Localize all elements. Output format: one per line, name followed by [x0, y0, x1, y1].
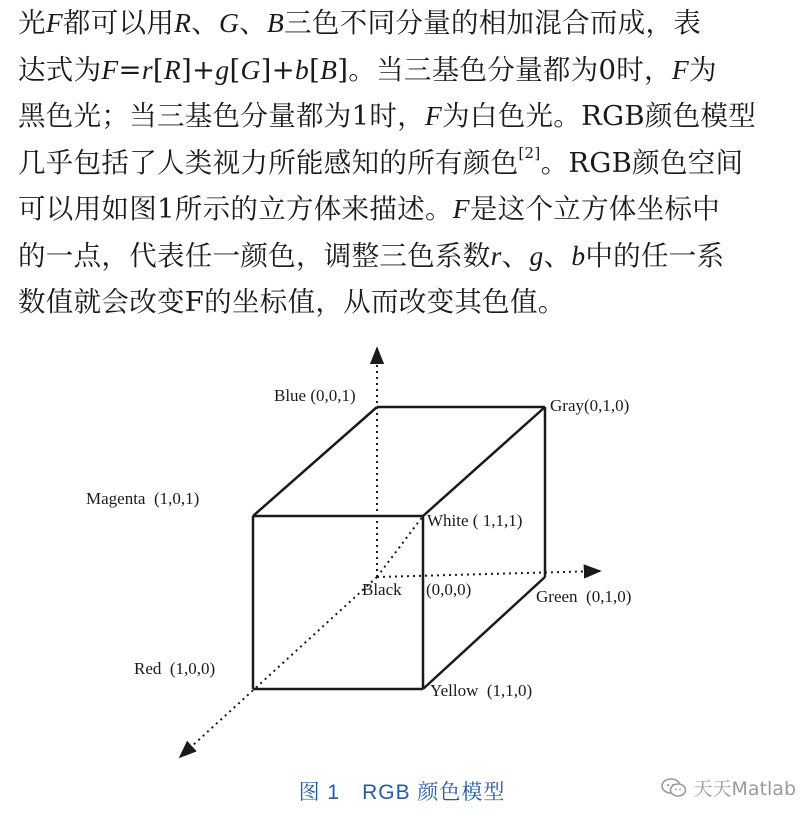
text-run: 数值就会改变F的坐标值，从而改变其色值。 — [18, 286, 566, 318]
text-run: G — [240, 53, 261, 85]
text-run: R — [174, 7, 192, 38]
text-run: 为 — [688, 53, 717, 86]
paragraph-line — [18, 186, 798, 233]
text-run: 为白色光。RGB颜色模型 — [442, 100, 757, 132]
text-run: F — [45, 7, 63, 38]
text-run: [ — [152, 53, 164, 86]
text-run: 。RGB颜色空间 — [540, 146, 744, 179]
body-paragraph — [18, 0, 798, 326]
text-run: G — [219, 7, 240, 38]
watermark-text: 天天Matlab — [693, 778, 796, 800]
text-run: = — [118, 53, 142, 86]
text-run: b — [571, 239, 586, 271]
label-blue: Blue (0,0,1) — [274, 386, 356, 405]
text-run: [ — [309, 53, 321, 86]
label-white: White ( 1,1,1) — [427, 511, 523, 530]
rgb-cube-figure — [0, 330, 804, 770]
text-run: ]+ — [260, 53, 296, 86]
wechat-icon — [660, 777, 688, 799]
text-run: 三色不同分量的相加混合而成，表 — [284, 7, 702, 39]
text-run: F — [671, 53, 689, 85]
text-run: g — [529, 239, 544, 271]
text-run: F — [452, 193, 470, 224]
label-yellow: Yellow (1,1,0) — [430, 681, 533, 700]
caption-text: RGB 颜色模型 — [362, 781, 506, 804]
paragraph-line — [18, 140, 798, 187]
caption-number: 图 1 — [298, 781, 341, 804]
paragraph-line — [18, 279, 798, 326]
text-run: 是这个立方体坐标中 — [469, 193, 721, 225]
text-run: 、 — [543, 239, 572, 272]
paragraph-line — [18, 233, 798, 280]
text-run: [ — [229, 53, 241, 86]
hidden-edge — [377, 516, 423, 577]
text-run: 可以用如图1所示的立方体来描述。 — [18, 193, 453, 225]
text-run: B — [320, 53, 338, 85]
text-run: r — [490, 239, 502, 271]
text-run: 的一点，代表任一颜色，调整三色系数 — [18, 239, 491, 272]
text-run: 、 — [501, 239, 530, 272]
label-black-coord: (0,0,0) — [426, 580, 472, 599]
text-run: R — [163, 53, 182, 85]
text-run: F — [101, 53, 119, 85]
label-green: Green (0,1,0) — [536, 587, 632, 606]
text-run: 几乎包括了人类视力所能感知的所有颜色 — [18, 146, 519, 179]
paragraph-line — [18, 47, 798, 94]
text-run: ]。当三基色分量都为0时， — [337, 53, 672, 86]
text-run: 达式为 — [18, 53, 102, 86]
text-run: 黑色光；当三基色分量都为1时， — [18, 100, 425, 132]
label-gray: Gray(0,1,0) — [550, 396, 630, 415]
text-run: 、 — [191, 7, 220, 39]
text-run: 、 — [239, 7, 268, 39]
watermark — [660, 774, 796, 801]
y-axis — [377, 571, 600, 577]
text-run: ]+ — [181, 53, 216, 86]
text-run: g — [215, 53, 230, 85]
text-run: r — [141, 53, 153, 85]
paragraph-line — [18, 0, 798, 47]
text-run: F — [425, 100, 443, 131]
label-black: Black — [362, 580, 402, 599]
text-run: 光 — [18, 7, 46, 39]
paragraph-line — [18, 93, 798, 140]
text-run: b — [295, 53, 310, 85]
label-magenta: Magenta (1,0,1) — [86, 489, 200, 508]
text-run: 都可以用 — [62, 7, 175, 39]
text-run: [2] — [518, 143, 541, 162]
label-red: Red (1,0,0) — [134, 659, 216, 678]
text-run: B — [267, 7, 285, 38]
text-run: 中的任一系 — [585, 239, 725, 272]
